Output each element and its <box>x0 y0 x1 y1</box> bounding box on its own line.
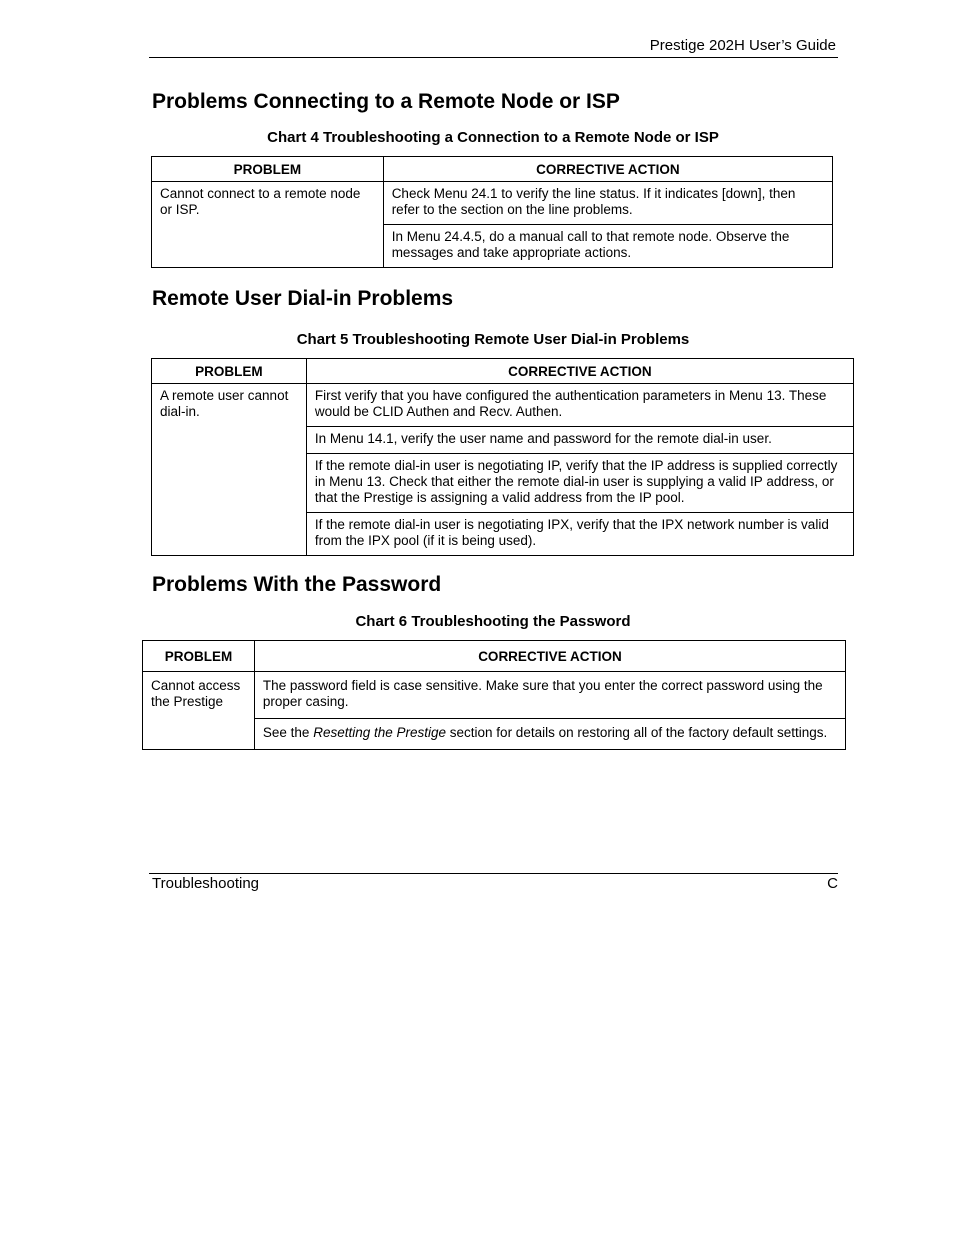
footer-rule <box>149 873 838 874</box>
footer-page-number: C <box>827 875 838 892</box>
cross-reference: Resetting the Prestige <box>313 725 447 740</box>
table-row <box>152 384 854 427</box>
problem-cell: Cannot connect to a remote node or ISP. <box>152 182 384 268</box>
table-header-row <box>152 359 854 384</box>
action-cell: If the remote dial-in user is negotiating IP, verify that the IP address is supplied correctly in Menu 13. Check that either the remote dial-in user is supplying a valid IP address, or that the Prestige is assigning a valid address from the IP pool. <box>306 454 853 513</box>
problem-cell: A remote user cannot dial-in. <box>152 384 307 556</box>
chart6-table <box>142 640 846 750</box>
footer-section-name: Troubleshooting <box>152 875 260 892</box>
table-row <box>143 672 846 719</box>
column-header-problem: PROBLEM <box>143 641 255 672</box>
table-header-row <box>152 157 833 182</box>
action-cell: If the remote dial-in user is negotiating IPX, verify that the IPX network number is valid from the IPX pool (if it is being used). <box>306 513 853 556</box>
chart5-caption: Chart 5 Troubleshooting Remote User Dial-in Problems <box>296 331 690 348</box>
action-text: See the <box>262 725 314 740</box>
section-heading-password: Problems With the Password <box>152 573 442 596</box>
action-cell: In Menu 14.1, verify the user name and password for the remote dial-in user. <box>306 427 853 454</box>
action-cell: Check Menu 24.1 to verify the line status. If it indicates [down], then refer to the section on the line problems. <box>383 182 832 225</box>
problem-cell: Cannot access the Prestige <box>143 672 255 750</box>
running-header: Prestige 202H User’s Guide <box>649 37 836 54</box>
action-cell: In Menu 24.4.5, do a manual call to that remote node. Observe the messages and take appropriate actions. <box>383 225 832 268</box>
action-cell <box>254 719 845 750</box>
chart6-caption: Chart 6 Troubleshooting the Password <box>355 613 631 630</box>
action-cell: The password field is case sensitive. Make sure that you enter the correct password using the proper casing. <box>254 672 845 719</box>
column-header-action: CORRECTIVE ACTION <box>306 359 853 384</box>
action-cell: First verify that you have configured the authentication parameters in Menu 13. These would be CLID Authen and Recv. Authen. <box>306 384 853 427</box>
section-heading-remote-node: Problems Connecting to a Remote Node or ISP <box>152 90 620 113</box>
column-header-problem: PROBLEM <box>152 359 307 384</box>
column-header-problem: PROBLEM <box>152 157 384 182</box>
column-header-action: CORRECTIVE ACTION <box>254 641 845 672</box>
table-header-row <box>143 641 846 672</box>
action-text: section for details on restoring all of the factory default settings. <box>446 725 828 740</box>
chart4-caption: Chart 4 Troubleshooting a Connection to a Remote Node or ISP <box>267 129 719 146</box>
chart5-table <box>151 358 854 556</box>
section-heading-dial-in: Remote User Dial-in Problems <box>152 287 454 310</box>
table-row <box>152 182 833 225</box>
column-header-action: CORRECTIVE ACTION <box>383 157 832 182</box>
chart4-table <box>151 156 833 268</box>
header-rule <box>149 57 838 58</box>
